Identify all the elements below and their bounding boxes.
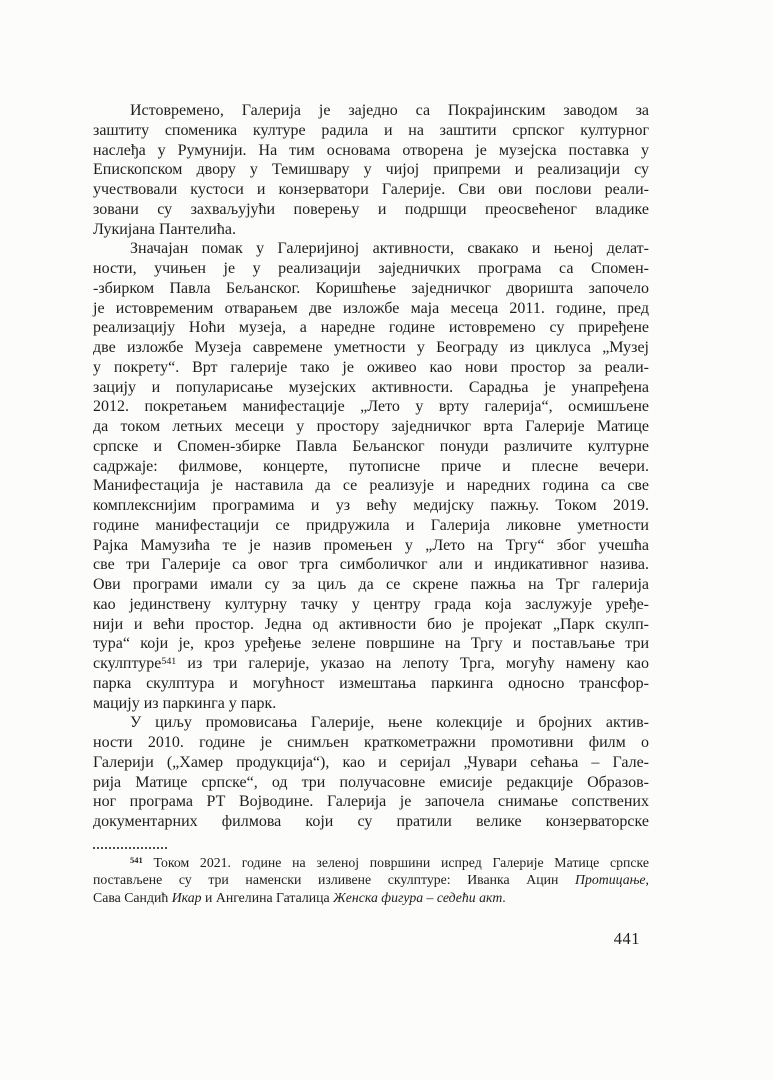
page-number: 441	[613, 929, 640, 948]
text-line: постављене су три наменски изливене скулптуре: Иванка Ацин Протицање,	[93, 872, 649, 888]
text-line: 2012. покретањем манифестације „Лето у врту галерија“, осмишљене	[93, 398, 649, 416]
artwork-title: Икар	[171, 889, 202, 905]
text-line: Ови програми имали су за циљ да се скрене пажња на Трг галерија	[93, 576, 649, 593]
text-line: У циљу промовисања Галерије, њене колекције и бројних актив-	[130, 714, 649, 732]
text-line: $^{541}$ Током 2021. године на зеленој површини испред Галерије Матице српске	[130, 855, 649, 870]
artwork-title: Протицање	[575, 872, 646, 888]
footnote-reference: 541	[130, 855, 143, 866]
text-line: Рајка Мамузића те је назив промењен у „Лето на Тргу“ због учешћа	[93, 536, 649, 554]
text-line: да током летњих месеци у простору заједничког врта Галерије Матице	[93, 418, 649, 435]
text-line: тура“ који је, кроз уређење зелене површине на Тргу и постављање три	[93, 635, 649, 653]
paragraph	[93, 101, 649, 239]
text-line: садржаје: филмове, концерте, путописне приче и плесне вечери.	[93, 457, 649, 475]
text-line: је истовременим отварањем две изложбе маја месеца 2011. године, пред	[93, 299, 649, 317]
text-line: ности 2010. године је снимљен краткометражни промотивни филм о	[93, 734, 649, 751]
text-line: Значајан помак у Галеријиној активности, свакако и њеној делат-	[130, 240, 649, 258]
footnote-reference: 541	[161, 655, 177, 667]
text-line: у покрету“. Врт галерије тако је оживео као нови простор за реали-	[93, 358, 649, 376]
text-line: Истовремено, Галерија је заједно са Покрајинским заводом за	[130, 102, 649, 119]
footnote-text	[93, 854, 649, 906]
text-line: Галерији („Хамер продукција“), као и серијал „Чувари сећања – Гале-	[93, 753, 649, 771]
text-line: две изложбе Музеја савремене уметности у Београду из циклуса „Музеј	[93, 339, 649, 356]
text-line: као јединствену културну тачку у центру града која заслужује уређе-	[93, 595, 649, 613]
text-line: Лукијана Пантелића.	[93, 220, 236, 238]
footnote	[93, 847, 649, 906]
text-line: наслеђа у Румунији. На тим основама отворена је музејска поставка у	[93, 141, 649, 159]
text-line: године манифестацији се придружила и Галерија ликовне уметности	[93, 516, 649, 534]
text-line: комплекснијим програмима и уз већу медијску пажњу. Током 2019.	[93, 497, 649, 514]
text-line: све три Галерије са овог трга симболичког али и индикативног назива.	[93, 556, 649, 574]
text-line: скулптуре$^{541}$ из три галерије, указао на лепоту Трга, могућу намену као	[93, 655, 649, 672]
text-line: нији и већи простор. Једна од активности био је пројекат „Парк скулп-	[93, 615, 649, 633]
text-line: -збирком Павла Бељанског. Коришћење заједничког дворишта започело	[93, 279, 649, 297]
text-line: Манифестација је наставила да се реализује и наредних година са све	[93, 477, 649, 495]
footnote-separator	[93, 847, 167, 849]
artwork-title: Женска фигура – седећи акт	[333, 889, 503, 905]
text-line: рија Матице српске“, од три получасовне емисије редакције Образов-	[93, 773, 649, 791]
text-line: заштиту споменика културе радила и на заштити српског културног	[93, 121, 649, 139]
text-line: ности, учињен је у реализацији заједничких програма са Спомен-	[93, 260, 649, 277]
text-line: зацију и популарисање музејских активности. Сарадња је унапређена	[93, 378, 649, 396]
text-line: Сава Сандић Икар и Ангелина Гаталица Женска фигура – седећи акт.	[93, 889, 506, 905]
paragraph	[93, 713, 649, 832]
page-text	[93, 101, 649, 832]
text-line: парка скулптура и могућност измештања паркинга односно трансфор-	[93, 674, 649, 692]
text-line: зовани су захваљујући поверењу и подршци преосвећеног владике	[93, 200, 649, 218]
text-line: документарних филмова који су пратили велике конзерваторске	[93, 813, 649, 830]
text-line: мацију из паркинга у парк.	[93, 694, 277, 712]
text-line: реализацију Ноћи музеја, а наредне године истовремено су приређене	[93, 319, 649, 337]
text-line: ног програма РТ Војводине. Галерија је започела снимање сопствених	[93, 793, 649, 811]
text-line: српске и Спомен-збирке Павла Бељанског понуди различите културне	[93, 437, 649, 455]
text-line: Епископском двору у Темишвару у чијој припреми и реализацији су	[93, 161, 649, 179]
paragraph	[93, 239, 649, 713]
text-line: учествовали кустоси и конзерватори Галерије. Сви ови послови реали-	[93, 181, 649, 198]
